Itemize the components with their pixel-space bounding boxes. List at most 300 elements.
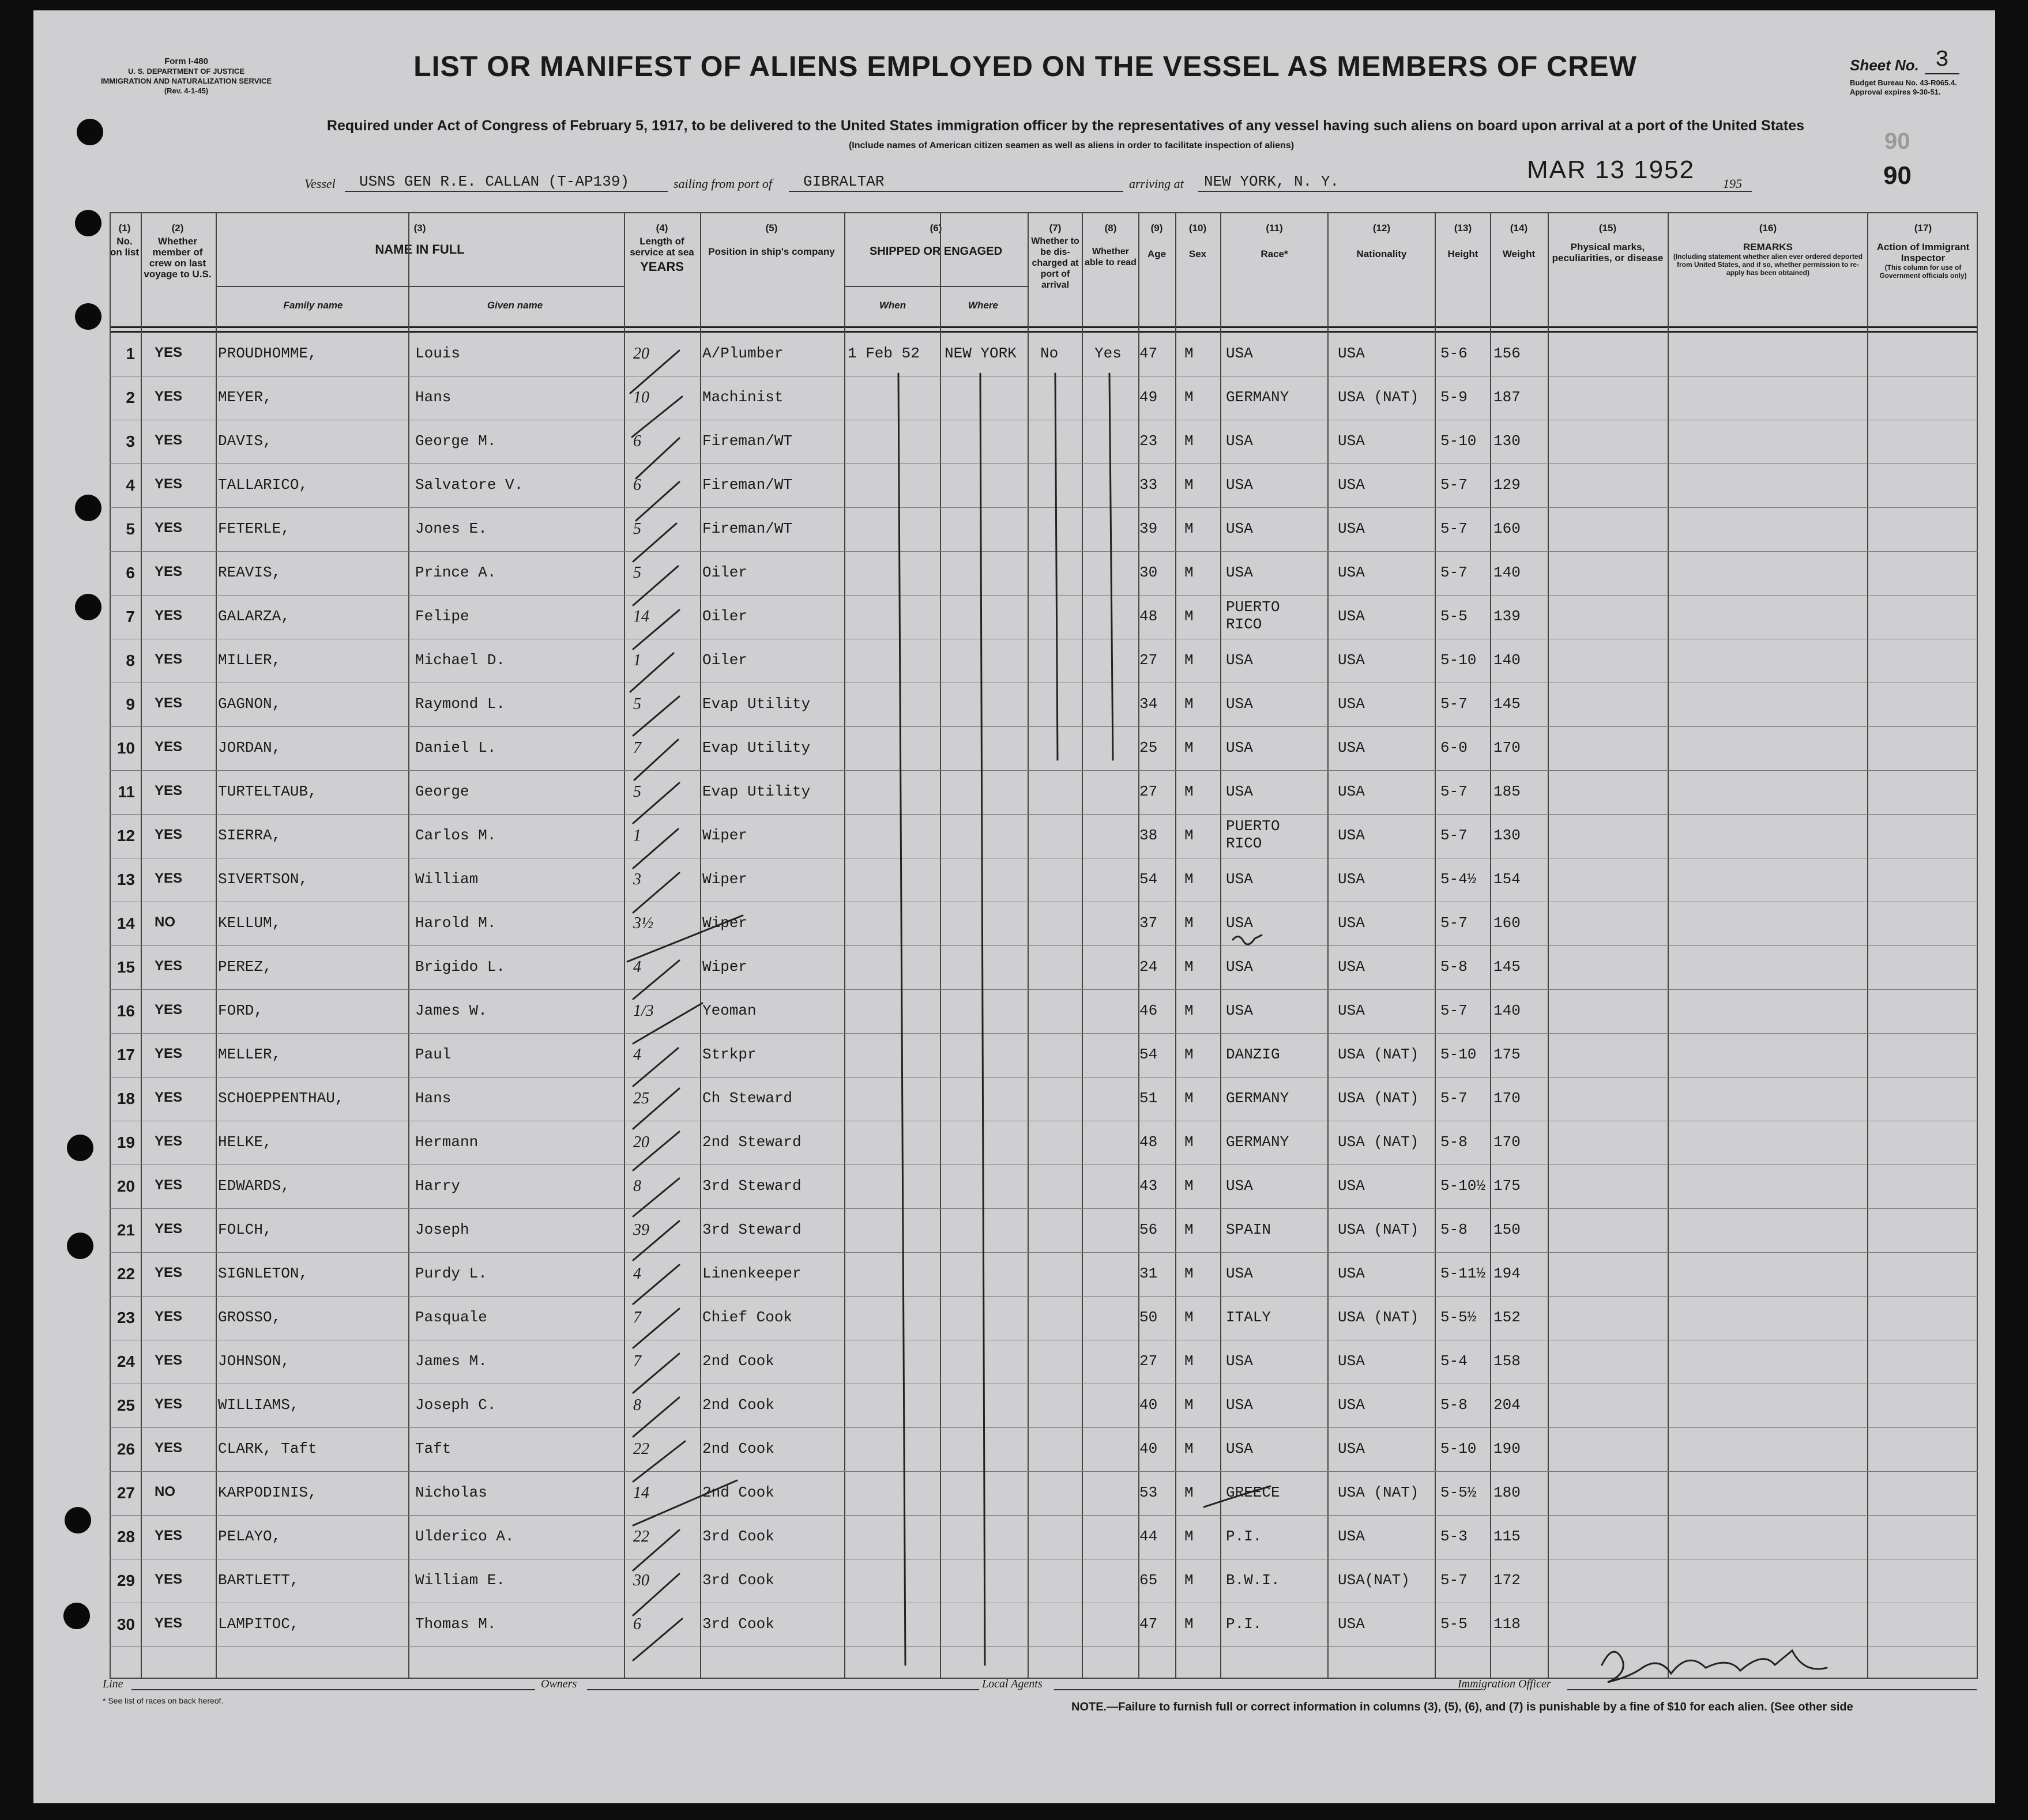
service-years-cell: 10 — [633, 389, 649, 406]
discharged-cell: No — [1040, 345, 1059, 362]
weight-cell: 170 — [1493, 1133, 1521, 1151]
service-years-cell: 30 — [633, 1572, 649, 1589]
race-cell: GERMANY — [1226, 1133, 1289, 1151]
last-voyage-cell: YES — [155, 476, 183, 492]
service-years-cell: 6 — [633, 1615, 641, 1633]
row-number: 3 — [126, 432, 135, 450]
age-cell: 27 — [1139, 783, 1158, 800]
col9-header: (9) Age — [1147, 223, 1167, 259]
family-name-cell: EDWARDS, — [218, 1177, 290, 1195]
family-name-cell: PROUDHOMME, — [218, 345, 317, 362]
nationality-cell: USA — [1338, 1002, 1365, 1019]
weight-cell: 170 — [1493, 739, 1521, 756]
last-voyage-cell: YES — [155, 871, 183, 886]
height-cell: 5-7 — [1440, 476, 1468, 493]
service-years-cell: 4 — [633, 958, 641, 976]
punch-hole — [67, 1135, 93, 1161]
department: U. S. DEPARTMENT OF JUSTICE — [128, 67, 244, 76]
sex-cell: M — [1184, 1177, 1194, 1195]
weight-cell: 129 — [1493, 476, 1521, 493]
nationality-cell: USA — [1338, 520, 1365, 537]
race-cell: P.I. — [1226, 1615, 1262, 1633]
age-cell: 33 — [1139, 476, 1158, 493]
nationality-cell: USA (NAT) — [1338, 1309, 1419, 1326]
race-cell: DANZIG — [1226, 1046, 1280, 1063]
last-voyage-cell: YES — [155, 1309, 183, 1324]
last-voyage-cell: YES — [155, 1615, 183, 1631]
sex-cell: M — [1184, 1572, 1194, 1589]
height-cell: 5-5½ — [1440, 1309, 1477, 1326]
faint-margin-number: 90 — [1884, 129, 1910, 154]
shipped-when-cell: 1 Feb 52 — [848, 345, 920, 362]
race-cell: USA — [1226, 1265, 1253, 1282]
race-cell: USA — [1226, 1440, 1253, 1457]
sex-cell: M — [1184, 871, 1194, 888]
age-cell: 38 — [1139, 827, 1158, 844]
age-cell: 47 — [1139, 1615, 1158, 1633]
race-cell: SPAIN — [1226, 1221, 1271, 1238]
given-name-cell: William — [415, 871, 479, 888]
row-number: 1 — [126, 345, 135, 363]
family-name-cell: PEREZ, — [218, 958, 272, 975]
given-name-cell: Nicholas — [415, 1484, 487, 1501]
family-name-cell: REAVIS, — [218, 564, 281, 581]
race-cell: USA — [1226, 739, 1253, 756]
last-voyage-cell: YES — [155, 783, 183, 798]
height-cell: 5-8 — [1440, 958, 1468, 975]
given-name-cell: James W. — [415, 1002, 487, 1019]
position-cell: 3rd Steward — [702, 1177, 802, 1195]
height-cell: 5-4 — [1440, 1352, 1468, 1370]
manifest-sheet — [33, 10, 1995, 1803]
family-name-cell: BARTLETT, — [218, 1572, 299, 1589]
punch-hole — [77, 119, 103, 145]
sex-cell: M — [1184, 1046, 1194, 1063]
weight-cell: 130 — [1493, 827, 1521, 844]
position-cell: Yeoman — [702, 1002, 757, 1019]
row-number: 23 — [116, 1309, 135, 1327]
requirement-statement: Required under Act of Congress of February 5, 1917, to be delivered to the United States immigration officer by the representatives of any vessel having such aliens on board upon arrival at a port of the United States — [326, 118, 1805, 134]
row-number: 16 — [116, 1002, 135, 1020]
sex-cell: M — [1184, 1133, 1194, 1151]
last-voyage-cell: YES — [155, 1528, 183, 1543]
service-years-cell: 5 — [633, 783, 641, 801]
race-cell: USA — [1226, 345, 1253, 362]
given-name-cell: Jones E. — [415, 520, 487, 537]
given-name-cell: Thomas M. — [415, 1615, 496, 1633]
sex-cell: M — [1184, 739, 1194, 756]
nationality-cell: USA (NAT) — [1338, 389, 1419, 406]
sheet-number: 3 — [1925, 47, 1959, 74]
family-name-cell: TURTELTAUB, — [218, 783, 317, 800]
weight-cell: 160 — [1493, 914, 1521, 932]
race-cell: GERMANY — [1226, 1090, 1289, 1107]
punch-hole — [63, 1603, 90, 1629]
sailing-label: sailing from port of — [674, 176, 772, 191]
age-cell: 48 — [1139, 608, 1158, 625]
weight-cell: 204 — [1493, 1396, 1521, 1414]
arrival-date-stamp: MAR 13 1952 — [1527, 156, 1695, 184]
height-cell: 5-8 — [1440, 1133, 1468, 1151]
position-cell: Ch Steward — [702, 1090, 793, 1107]
height-cell: 5-5 — [1440, 608, 1468, 625]
given-name-cell: Purdy L. — [415, 1265, 487, 1282]
given-name-cell: Brigido L. — [415, 958, 506, 975]
race-cell: USA — [1226, 1177, 1253, 1195]
last-voyage-cell: YES — [155, 1396, 183, 1412]
service-years-cell: 4 — [633, 1265, 641, 1283]
height-cell: 5-6 — [1440, 345, 1468, 362]
race-cell: USA — [1226, 958, 1253, 975]
row-number: 12 — [116, 827, 135, 845]
nationality-cell: USA — [1338, 1440, 1365, 1457]
handwritten-marks — [33, 10, 1995, 1803]
height-cell: 5-5½ — [1440, 1484, 1477, 1501]
service-years-cell: 3½ — [633, 914, 653, 932]
family-name-cell: FOLCH, — [218, 1221, 272, 1238]
nationality-cell: USA — [1338, 958, 1365, 975]
nationality-cell: USA — [1338, 1352, 1365, 1370]
last-voyage-cell: YES — [155, 958, 183, 974]
race-cell: USA — [1226, 476, 1253, 493]
service-years-cell: 39 — [633, 1221, 649, 1239]
service-years-cell: 3 — [633, 871, 641, 888]
sex-cell: M — [1184, 1265, 1194, 1282]
last-voyage-cell: YES — [155, 1221, 183, 1237]
race-cell: USA — [1226, 564, 1253, 581]
row-number: 8 — [126, 651, 135, 669]
budget-bureau: Budget Bureau No. 43-R065.4. — [1850, 78, 1957, 87]
year-label: 195 — [1723, 176, 1742, 191]
weight-cell: 172 — [1493, 1572, 1521, 1589]
officer-signature — [1602, 1651, 1827, 1682]
nationality-cell: USA — [1338, 1396, 1365, 1414]
age-cell: 31 — [1139, 1265, 1158, 1282]
row-number: 22 — [116, 1265, 135, 1283]
race-cell: B.W.I. — [1226, 1572, 1280, 1589]
family-name-cell: HELKE, — [218, 1133, 272, 1151]
position-cell: Machinist — [702, 389, 784, 406]
position-cell: 3rd Cook — [702, 1615, 774, 1633]
age-cell: 44 — [1139, 1528, 1158, 1545]
family-name-cell: FETERLE, — [218, 520, 290, 537]
age-cell: 48 — [1139, 1133, 1158, 1151]
height-cell: 5-7 — [1440, 695, 1468, 713]
nationality-cell: USA — [1338, 1615, 1365, 1633]
age-cell: 49 — [1139, 389, 1158, 406]
service-years-cell: 22 — [633, 1440, 649, 1458]
penalty-note: NOTE.—Failure to furnish full or correct information in columns (3), (5), (6), and (7) is punishable by a fine of $10 for each alien. (See other side — [1071, 1701, 1853, 1713]
sex-cell: M — [1184, 914, 1194, 932]
col10-header: (10) Sex — [1188, 223, 1207, 259]
officer-underline — [1567, 1689, 1977, 1690]
height-cell: 5-10½ — [1440, 1177, 1486, 1195]
position-cell: 3rd Cook — [702, 1528, 774, 1545]
position-cell: 2nd Cook — [702, 1396, 774, 1414]
age-cell: 24 — [1139, 958, 1158, 975]
row-number: 24 — [116, 1352, 135, 1370]
row-number: 28 — [116, 1528, 135, 1546]
age-cell: 51 — [1139, 1090, 1158, 1107]
service-years-cell: 22 — [633, 1528, 649, 1546]
col11-header: (11) Race* — [1261, 223, 1288, 259]
last-voyage-cell: YES — [155, 1090, 183, 1105]
family-name-cell: MELLER, — [218, 1046, 281, 1063]
sex-cell: M — [1184, 1002, 1194, 1019]
given-name-cell: Michael D. — [415, 651, 506, 669]
nationality-cell: USA (NAT) — [1338, 1484, 1419, 1501]
height-cell: 5-5 — [1440, 1615, 1468, 1633]
height-cell: 5-10 — [1440, 432, 1477, 450]
sex-cell: M — [1184, 389, 1194, 406]
last-voyage-cell: YES — [155, 739, 183, 755]
row-number: 6 — [126, 564, 135, 582]
race-cell: USA — [1226, 651, 1253, 669]
height-cell: 5-9 — [1440, 389, 1468, 406]
last-voyage-cell: YES — [155, 389, 183, 404]
sex-cell: M — [1184, 520, 1194, 537]
family-name-cell: GROSSO, — [218, 1309, 281, 1326]
sheet-label: Sheet No. — [1850, 56, 1919, 74]
position-cell: Fireman/WT — [702, 520, 793, 537]
height-cell: 5-10 — [1440, 1440, 1477, 1457]
col14-header: (14) Weight — [1502, 223, 1536, 259]
last-voyage-cell: YES — [155, 345, 183, 360]
when-column-ditto-line — [898, 374, 905, 1665]
family-name-cell: WILLIAMS, — [218, 1396, 299, 1414]
form-number: Form I-480 — [164, 56, 208, 66]
given-name-cell: Felipe — [415, 608, 469, 625]
given-name-cell: Louis — [415, 345, 461, 362]
nationality-cell: USA — [1338, 564, 1365, 581]
last-voyage-cell: YES — [155, 520, 183, 536]
row-number: 11 — [118, 783, 135, 801]
nationality-cell: USA — [1338, 695, 1365, 713]
read-column-ditto-line — [1109, 374, 1113, 760]
nationality-cell: USA — [1338, 914, 1365, 932]
weight-cell: 190 — [1493, 1440, 1521, 1457]
col16-header: (16) REMARKS (Including statement whether alien ever ordered deported from United States, and if so, whether permission to re-apply has been obtained) — [1673, 223, 1863, 277]
family-name-cell: GALARZA, — [218, 608, 290, 625]
family-name-cell: MILLER, — [218, 651, 281, 669]
row-number: 30 — [116, 1615, 135, 1633]
weight-cell: 175 — [1493, 1046, 1521, 1063]
weight-cell: 140 — [1493, 1002, 1521, 1019]
row26-check-mark — [1204, 1486, 1270, 1507]
position-cell: Wiper — [702, 958, 748, 975]
sex-cell: M — [1184, 345, 1194, 362]
race-cell: ITALY — [1226, 1309, 1271, 1326]
position-cell: Fireman/WT — [702, 476, 793, 493]
vessel-name: USNS GEN R.E. CALLAN (T-AP139) — [359, 173, 630, 190]
nationality-cell: USA — [1338, 345, 1365, 362]
punch-hole — [75, 303, 101, 330]
service-years-cell: 7 — [633, 739, 641, 757]
age-cell: 39 — [1139, 520, 1158, 537]
weight-cell: 194 — [1493, 1265, 1521, 1282]
age-cell: 53 — [1139, 1484, 1158, 1501]
race-cell: USA — [1226, 783, 1253, 800]
family-name-cell: TALLARICO, — [218, 476, 308, 493]
sex-cell: M — [1184, 1352, 1194, 1370]
row-number: 17 — [116, 1046, 135, 1064]
given-name-cell: Harry — [415, 1177, 461, 1195]
last-voyage-cell: YES — [155, 608, 183, 623]
family-name-cell: KARPODINIS, — [218, 1484, 317, 1501]
col15-header: (15) Physical marks, peculiarities, or disease — [1552, 223, 1664, 263]
height-cell: 5-7 — [1440, 1002, 1468, 1019]
height-cell: 5-8 — [1440, 1396, 1468, 1414]
age-cell: 27 — [1139, 651, 1158, 669]
last-voyage-cell: YES — [155, 1177, 183, 1193]
family-name-cell: DAVIS, — [218, 432, 272, 450]
nationality-cell: USA — [1338, 739, 1365, 756]
last-voyage-cell: YES — [155, 1440, 183, 1456]
weight-cell: 130 — [1493, 432, 1521, 450]
row-number: 13 — [116, 871, 135, 888]
weight-cell: 140 — [1493, 564, 1521, 581]
service-name: IMMIGRATION AND NATURALIZATION SERVICE — [100, 77, 272, 85]
weight-cell: 145 — [1493, 958, 1521, 975]
row-number: 18 — [116, 1090, 135, 1107]
race-cell: USA — [1226, 520, 1253, 537]
last-voyage-cell: YES — [155, 651, 183, 667]
weight-cell: 156 — [1493, 345, 1521, 362]
sex-cell: M — [1184, 651, 1194, 669]
position-cell: Chief Cook — [702, 1309, 793, 1326]
weight-cell: 187 — [1493, 389, 1521, 406]
age-cell: 25 — [1139, 739, 1158, 756]
service-years-cell: 8 — [633, 1177, 641, 1195]
weight-cell: 152 — [1493, 1309, 1521, 1326]
col12-header: (12) Nationality — [1356, 223, 1407, 259]
sex-cell: M — [1184, 695, 1194, 713]
family-name-cell: GAGNON, — [218, 695, 281, 713]
height-cell: 5-8 — [1440, 1221, 1468, 1238]
sex-cell: M — [1184, 1528, 1194, 1545]
service-years-cell: 14 — [633, 608, 649, 625]
position-cell: Oiler — [702, 651, 748, 669]
sex-cell: M — [1184, 476, 1194, 493]
nationality-cell: USA — [1338, 871, 1365, 888]
row-number: 27 — [116, 1484, 135, 1502]
col4-header: (4) Length of service at sea YEARS — [630, 223, 694, 274]
family-name-cell: SIERRA, — [218, 827, 281, 844]
weight-cell: 185 — [1493, 783, 1521, 800]
given-name-cell: George — [415, 783, 469, 800]
age-cell: 40 — [1139, 1396, 1158, 1414]
line-underline — [131, 1689, 535, 1690]
given-name-cell: Hans — [415, 1090, 451, 1107]
nationality-cell: USA — [1338, 651, 1365, 669]
service-years-cell: 6 — [633, 476, 641, 494]
given-name-cell: Prince A. — [415, 564, 496, 581]
given-name-cell: Harold M. — [415, 914, 496, 932]
position-cell: 2nd Steward — [702, 1133, 802, 1151]
position-cell: Evap Utility — [702, 783, 811, 800]
height-cell: 5-7 — [1440, 520, 1468, 537]
nationality-cell: USA — [1338, 476, 1365, 493]
weight-cell: 115 — [1493, 1528, 1521, 1545]
sailing-port: GIBRALTAR — [803, 173, 885, 190]
height-cell: 5-7 — [1440, 1090, 1468, 1107]
race-cell: USA — [1226, 695, 1253, 713]
race-cell: USA — [1226, 1002, 1253, 1019]
position-cell: A/Plumber — [702, 345, 784, 362]
nationality-cell: USA — [1338, 1528, 1365, 1545]
last-voyage-cell: YES — [155, 1572, 183, 1587]
age-cell: 40 — [1139, 1440, 1158, 1457]
height-cell: 5-4½ — [1440, 871, 1477, 888]
col17-header: (17) Action of Immigrant Inspector (This column for use of Government officials only) — [1876, 223, 1970, 280]
position-cell: Wiper — [702, 871, 748, 888]
punch-hole — [75, 594, 101, 620]
when-header: When — [879, 300, 906, 311]
weight-cell: 150 — [1493, 1221, 1521, 1238]
service-years-cell: 7 — [633, 1309, 641, 1327]
position-cell: Linenkeeper — [702, 1265, 802, 1282]
given-name-cell: Joseph — [415, 1221, 469, 1238]
position-cell: 2nd Cook — [702, 1484, 774, 1501]
row-number: 25 — [116, 1396, 135, 1414]
age-cell: 54 — [1139, 1046, 1158, 1063]
height-cell: 5-7 — [1440, 914, 1468, 932]
row-number: 7 — [126, 608, 135, 625]
family-name-cell: MEYER, — [218, 389, 272, 406]
race-cell: USA — [1226, 914, 1253, 932]
weight-cell: 154 — [1493, 871, 1521, 888]
family-name-cell: JOHNSON, — [218, 1352, 290, 1370]
col3-header: (3) NAME IN FULL — [375, 223, 465, 257]
service-years-cell: 7 — [633, 1352, 641, 1370]
discharged-column-ditto-line — [1055, 374, 1058, 760]
service-years-cell: 5 — [633, 564, 641, 582]
service-years-cell: 20 — [633, 345, 649, 363]
margin-number: 90 — [1883, 161, 1912, 190]
height-cell: 5-7 — [1440, 827, 1468, 844]
family-name-cell: LAMPITOC, — [218, 1615, 299, 1633]
weight-cell: 158 — [1493, 1352, 1521, 1370]
age-cell: 46 — [1139, 1002, 1158, 1019]
given-name-cell: Hermann — [415, 1133, 479, 1151]
given-name-header: Given name — [487, 300, 543, 311]
approval-expiry: Approval expires 9-30-51. — [1850, 88, 1941, 96]
given-name-cell: Ulderico A. — [415, 1528, 514, 1545]
position-cell: 2nd Cook — [702, 1440, 774, 1457]
sex-cell: M — [1184, 958, 1194, 975]
race-cell: USA — [1226, 432, 1253, 450]
age-cell: 27 — [1139, 1352, 1158, 1370]
weight-cell: 145 — [1493, 695, 1521, 713]
row14-remark-mark — [1233, 935, 1262, 944]
sex-cell: M — [1184, 564, 1194, 581]
service-years-cell: 5 — [633, 520, 641, 538]
height-cell: 5-7 — [1440, 783, 1468, 800]
service-tally-strokes — [627, 351, 743, 1660]
height-cell: 5-10 — [1440, 1046, 1477, 1063]
age-cell: 23 — [1139, 432, 1158, 450]
row-number: 10 — [116, 739, 135, 757]
position-cell: Strkpr — [702, 1046, 757, 1063]
family-name-cell: SIVERTSON, — [218, 871, 308, 888]
service-years-cell: 1 — [633, 651, 641, 669]
nationality-cell: USA (NAT) — [1338, 1090, 1419, 1107]
position-cell: 3rd Cook — [702, 1572, 774, 1589]
last-voyage-cell: YES — [155, 827, 183, 842]
family-name-cell: CLARK, Taft — [218, 1440, 317, 1457]
family-name-cell: PELAYO, — [218, 1528, 281, 1545]
given-name-cell: Hans — [415, 389, 451, 406]
